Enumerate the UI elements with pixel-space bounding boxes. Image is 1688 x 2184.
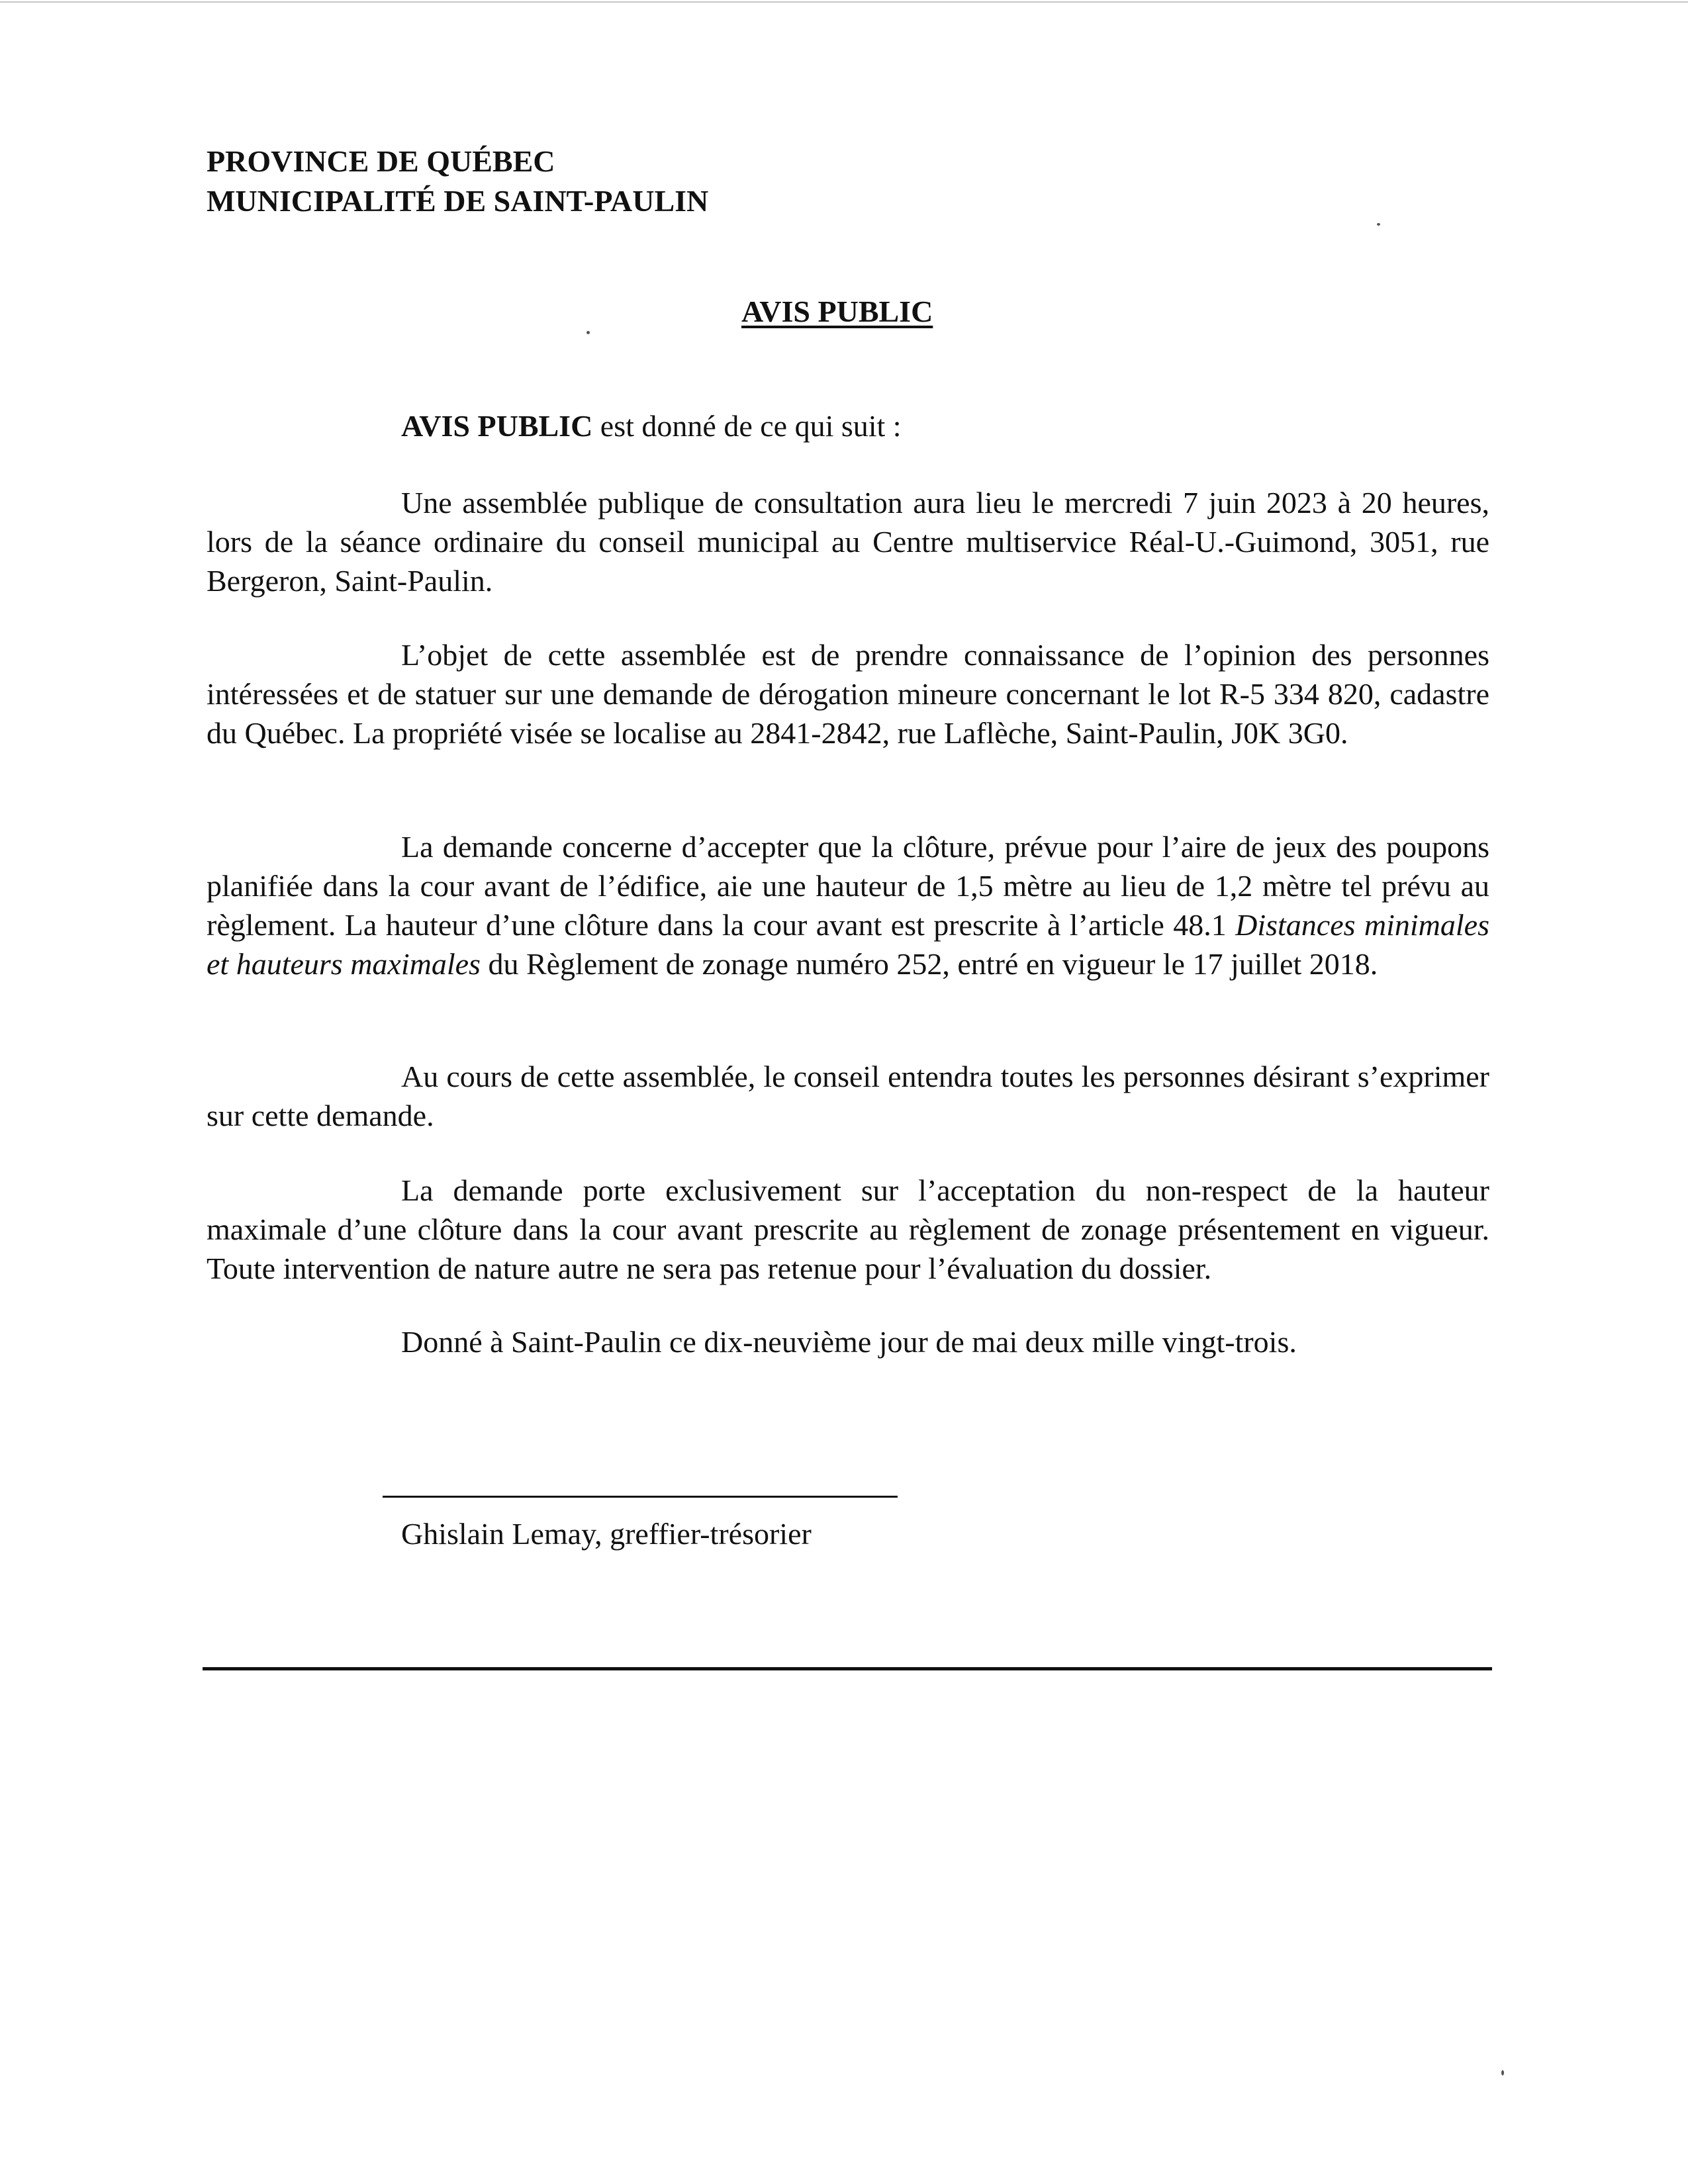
paragraph-given-date: Donné à Saint-Paulin ce dix-neuvième jour de mai deux mille vingt-trois. [401, 1325, 1297, 1359]
paragraph-assembly-object: L’objet de cette assemblée est de prendre connaissance de l’opinion des personnes intéressées et de statuer sur une demande de dérogation mineure concernant le lot R-5 334 820, cadastre du Québec. La propriété visée se localise au 2841-2842, rue Laflèche, Saint-Paulin, J0K 3G0. [207, 638, 1489, 750]
header-municipality: MUNICIPALITÉ DE SAINT-PAULIN [207, 184, 709, 218]
header-province: PROVINCE DE QUÉBEC [207, 144, 555, 178]
request-regulation-title: Distances minimales et hauteurs maximales [207, 908, 1490, 981]
signer-name: Ghislain Lemay, greffier-trésorier [401, 1517, 812, 1551]
scan-speck [1377, 223, 1380, 226]
top-scan-rule [0, 1, 1688, 3]
paragraph-assembly-date: Une assemblée publique de consultation aura lieu le mercredi 7 juin 2023 à 20 heures, lors de la séance ordinaire du conseil municipal au Centre multiservice Réal-U.-Guimond, 3051, rue Bergeron, Saint-Paulin. [207, 486, 1489, 598]
document-header [207, 142, 708, 221]
intro-rest: est donné de ce qui suit : [592, 409, 902, 443]
paragraph-scope: La demande porte exclusivement sur l’acceptation du non-respect de la hauteur maximale d’une clôture dans la cour avant prescrite au règlement de zonage présentement en vigueur. Toute intervention de nature autre ne sera pas retenue pour l’évaluation du dossier. [207, 1173, 1489, 1285]
intro-bold: AVIS PUBLIC [401, 409, 593, 443]
paragraph-request [207, 827, 1489, 983]
request-text-start: La demande concerne d’accepter que la clôture, prévue pour l’aire de jeux des poupons planifiée dans la cour avant de l’édifice, aie une hauteur de 1,5 mètre au lieu de 1,2 mètre tel prévu au règlement. La hauteur d’une clôture dans la cour avant est prescrite à l’article 48.1 [207, 830, 1489, 942]
intro-line [401, 406, 902, 446]
paragraph-council-hearing: Au cours de cette assemblée, le conseil entendra toutes les personnes désirant s’exprimer sur cette demande. [207, 1060, 1489, 1132]
document-title: AVIS PUBLIC [741, 295, 933, 328]
signature-line [383, 1496, 898, 1498]
request-text-end: du Règlement de zonage numéro 252, entré en vigueur le 17 juillet 2018. [480, 947, 1378, 981]
scan-speck [586, 331, 590, 334]
bottom-rule [203, 1667, 1492, 1670]
scan-speck [1501, 2070, 1504, 2075]
